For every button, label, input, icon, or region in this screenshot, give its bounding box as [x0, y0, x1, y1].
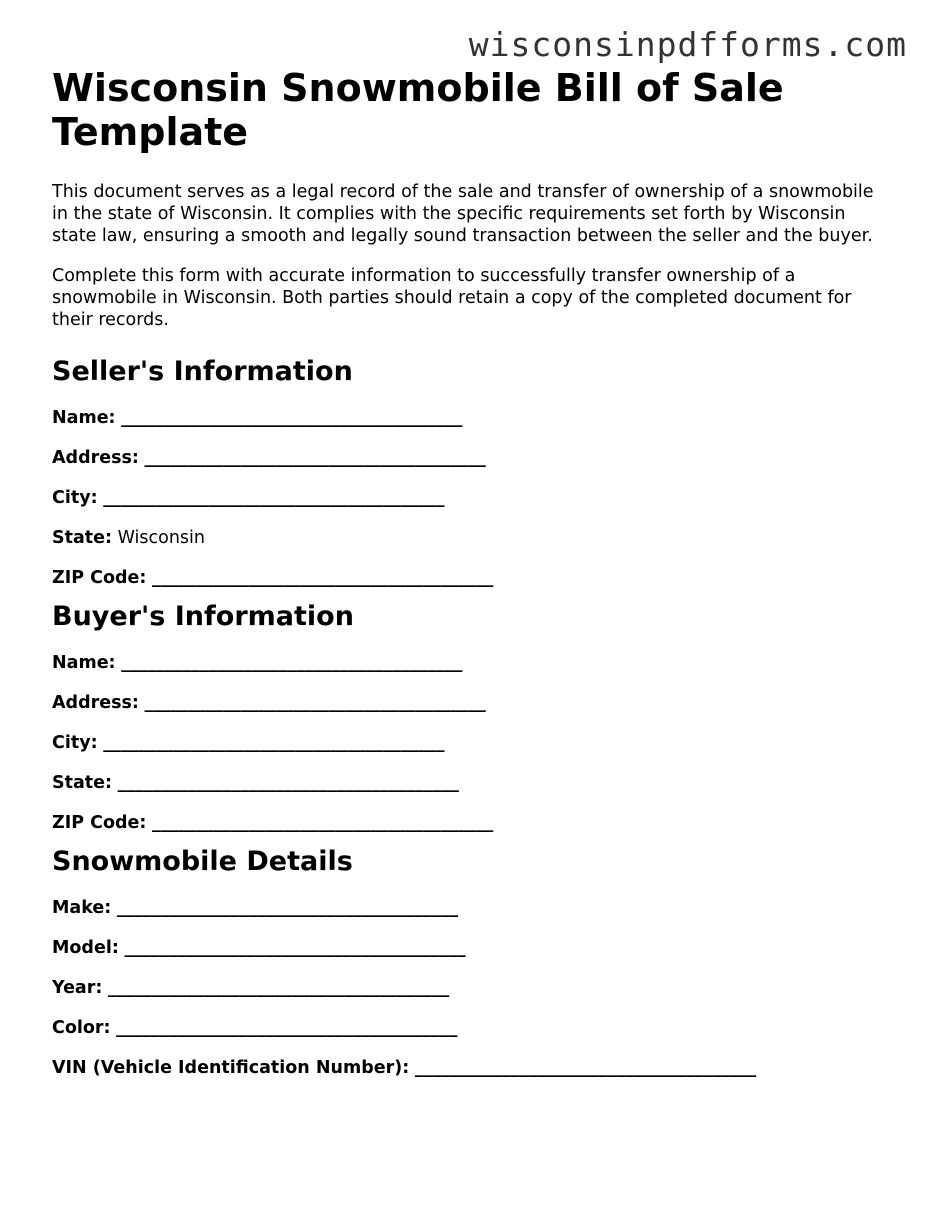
seller-city-field[interactable] [52, 487, 882, 509]
buyer-city-field[interactable] [52, 732, 882, 754]
buyer-state-field[interactable] [52, 772, 882, 794]
seller-zip-field[interactable] [52, 567, 882, 589]
snowmobile-section-heading: Snowmobile Details [52, 846, 353, 877]
intro-paragraph-1: This document serves as a legal record of the sale and transfer of ownership of a snowmobile in the state of Wisconsin. It complies with the specific requirements set forth by Wisconsin state law, ensuring a smooth and legally sound transaction between the seller and the buyer. [52, 182, 874, 246]
vin-field[interactable] [52, 1057, 882, 1079]
fill-in-line[interactable]: _______________________________________ [121, 653, 463, 673]
field-label: Make: [52, 898, 112, 918]
year-field[interactable] [52, 977, 882, 999]
seller-state-value: Wisconsin [117, 528, 205, 548]
site-watermark: wisconsinpdfforms.com [468, 25, 907, 64]
make-field[interactable] [52, 897, 882, 919]
buyer-name-field[interactable] [52, 652, 882, 674]
field-label: Name: [52, 653, 116, 673]
fill-in-line[interactable]: _______________________________________ [116, 1018, 458, 1038]
seller-name-field[interactable] [52, 407, 882, 429]
seller-state-field [52, 527, 882, 549]
intro-paragraph-2: Complete this form with accurate information to successfully transfer ownership of a snowmobile in Wisconsin. Both parties should retain a copy of the completed document for their records. [52, 266, 852, 330]
field-label: State: [52, 773, 113, 793]
fill-in-line[interactable]: _______________________________________ [117, 773, 459, 793]
fill-in-line[interactable]: _______________________________________ [103, 488, 445, 508]
fill-in-line[interactable]: _______________________________________ [151, 568, 494, 588]
fill-in-line[interactable]: _______________________________________ [124, 938, 466, 958]
field-label: Name: [52, 408, 116, 428]
field-label: Year: [52, 978, 103, 998]
color-field[interactable] [52, 1017, 882, 1039]
fill-in-line[interactable]: _______________________________________ [414, 1058, 757, 1078]
field-label: State: [52, 528, 113, 548]
field-label: ZIP Code: [52, 568, 147, 588]
field-label: Address: [52, 693, 139, 713]
fill-in-line[interactable]: _______________________________________ [144, 448, 486, 468]
buyer-section-heading: Buyer's Information [52, 601, 354, 632]
model-field[interactable] [52, 937, 882, 959]
fill-in-line[interactable]: _______________________________________ [116, 898, 459, 918]
field-label: City: [52, 733, 98, 753]
fill-in-line[interactable]: _______________________________________ [144, 693, 486, 713]
fill-in-line[interactable]: _______________________________________ [107, 978, 450, 998]
field-label: City: [52, 488, 98, 508]
buyer-zip-field[interactable] [52, 812, 882, 834]
field-label: Color: [52, 1018, 111, 1038]
field-label: Model: [52, 938, 119, 958]
document-title: Wisconsin Snowmobile Bill of Sale Template [52, 66, 784, 154]
fill-in-line[interactable]: _______________________________________ [121, 408, 463, 428]
field-label: Address: [52, 448, 139, 468]
field-label: VIN (Vehicle Identification Number): [52, 1058, 410, 1078]
fill-in-line[interactable]: _______________________________________ [103, 733, 445, 753]
buyer-address-field[interactable] [52, 692, 882, 714]
fill-in-line[interactable]: _______________________________________ [151, 813, 494, 833]
seller-address-field[interactable] [52, 447, 882, 469]
field-label: ZIP Code: [52, 813, 147, 833]
document-page [52, 66, 882, 1079]
seller-section-heading: Seller's Information [52, 356, 353, 387]
